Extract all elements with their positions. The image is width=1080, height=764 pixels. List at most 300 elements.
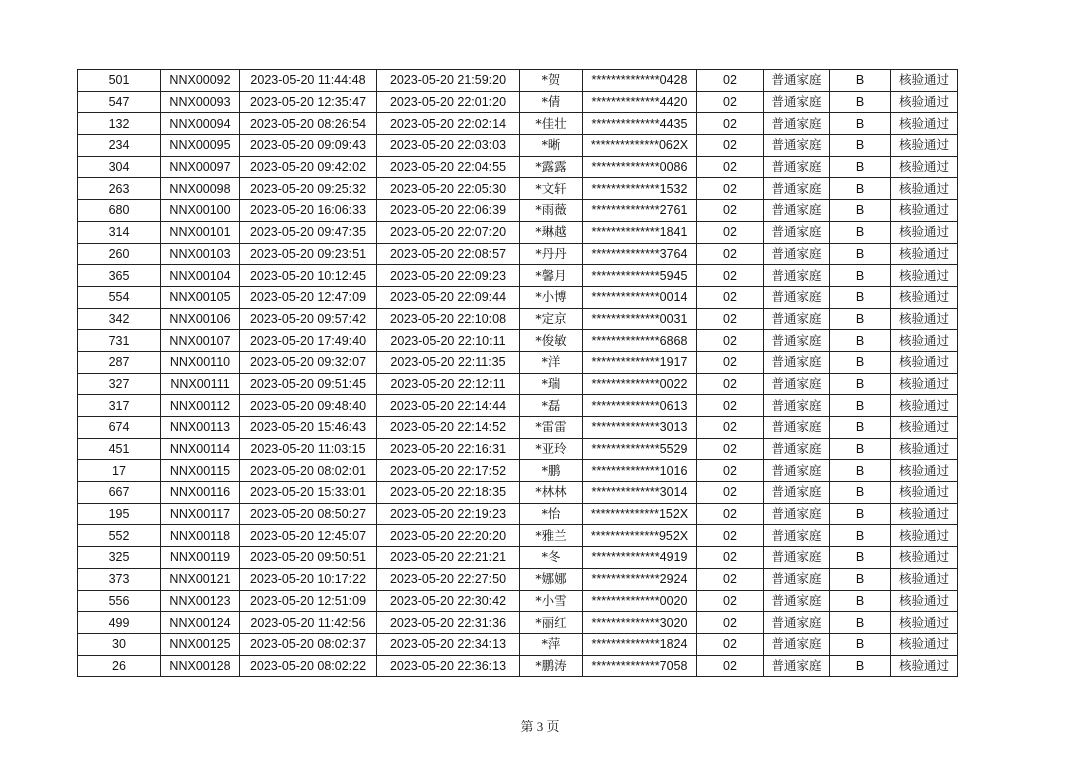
apply-time-cell: 2023-05-20 09:09:43 bbox=[240, 135, 377, 157]
record-code-cell: NNX00100 bbox=[161, 200, 240, 222]
id-number-cell: **************3020 bbox=[583, 612, 697, 634]
name-cell: *丽红 bbox=[520, 612, 583, 634]
name-cell: *雷雷 bbox=[520, 417, 583, 439]
grade-cell: B bbox=[830, 373, 891, 395]
apply-time-cell: 2023-05-20 12:45:07 bbox=[240, 525, 377, 547]
sequence-cell: 342 bbox=[78, 308, 161, 330]
apply-time-cell: 2023-05-20 10:17:22 bbox=[240, 568, 377, 590]
sequence-cell: 304 bbox=[78, 156, 161, 178]
verification-status-cell: 核验通过 bbox=[891, 612, 958, 634]
grade-cell: B bbox=[830, 482, 891, 504]
grade-cell: B bbox=[830, 330, 891, 352]
verification-status-cell: 核验通过 bbox=[891, 286, 958, 308]
verify-time-cell: 2023-05-20 22:08:57 bbox=[377, 243, 520, 265]
table-row bbox=[78, 482, 958, 504]
name-cell: *露露 bbox=[520, 156, 583, 178]
grade-cell: B bbox=[830, 438, 891, 460]
table-row bbox=[78, 265, 958, 287]
grade-cell: B bbox=[830, 265, 891, 287]
category-code-cell: 02 bbox=[697, 438, 764, 460]
household-type-cell: 普通家庭 bbox=[764, 308, 830, 330]
grade-cell: B bbox=[830, 612, 891, 634]
apply-time-cell: 2023-05-20 08:02:22 bbox=[240, 655, 377, 677]
grade-cell: B bbox=[830, 590, 891, 612]
record-code-cell: NNX00114 bbox=[161, 438, 240, 460]
verify-time-cell: 2023-05-20 22:10:08 bbox=[377, 308, 520, 330]
apply-time-cell: 2023-05-20 09:48:40 bbox=[240, 395, 377, 417]
category-code-cell: 02 bbox=[697, 308, 764, 330]
verification-status-cell: 核验通过 bbox=[891, 482, 958, 504]
household-type-cell: 普通家庭 bbox=[764, 243, 830, 265]
table-row bbox=[78, 243, 958, 265]
sequence-cell: 234 bbox=[78, 135, 161, 157]
sequence-cell: 499 bbox=[78, 612, 161, 634]
verification-status-cell: 核验通过 bbox=[891, 503, 958, 525]
table-row bbox=[78, 156, 958, 178]
household-type-cell: 普通家庭 bbox=[764, 612, 830, 634]
name-cell: *瑞 bbox=[520, 373, 583, 395]
table-row bbox=[78, 135, 958, 157]
household-type-cell: 普通家庭 bbox=[764, 417, 830, 439]
verification-status-cell: 核验通过 bbox=[891, 590, 958, 612]
record-code-cell: NNX00094 bbox=[161, 113, 240, 135]
grade-cell: B bbox=[830, 200, 891, 222]
household-type-cell: 普通家庭 bbox=[764, 633, 830, 655]
category-code-cell: 02 bbox=[697, 503, 764, 525]
id-number-cell: **************3014 bbox=[583, 482, 697, 504]
table-row bbox=[78, 460, 958, 482]
table-row bbox=[78, 525, 958, 547]
verify-time-cell: 2023-05-20 22:34:13 bbox=[377, 633, 520, 655]
verification-status-cell: 核验通过 bbox=[891, 525, 958, 547]
category-code-cell: 02 bbox=[697, 417, 764, 439]
id-number-cell: **************2924 bbox=[583, 568, 697, 590]
table-row bbox=[78, 438, 958, 460]
record-code-cell: NNX00113 bbox=[161, 417, 240, 439]
category-code-cell: 02 bbox=[697, 482, 764, 504]
grade-cell: B bbox=[830, 351, 891, 373]
sequence-cell: 547 bbox=[78, 91, 161, 113]
category-code-cell: 02 bbox=[697, 460, 764, 482]
apply-time-cell: 2023-05-20 08:02:01 bbox=[240, 460, 377, 482]
record-code-cell: NNX00123 bbox=[161, 590, 240, 612]
apply-time-cell: 2023-05-20 09:51:45 bbox=[240, 373, 377, 395]
record-code-cell: NNX00098 bbox=[161, 178, 240, 200]
table-row bbox=[78, 221, 958, 243]
sequence-cell: 451 bbox=[78, 438, 161, 460]
record-code-cell: NNX00101 bbox=[161, 221, 240, 243]
table-row bbox=[78, 308, 958, 330]
verify-time-cell: 2023-05-20 22:06:39 bbox=[377, 200, 520, 222]
verify-time-cell: 2023-05-20 22:17:52 bbox=[377, 460, 520, 482]
name-cell: *冬 bbox=[520, 547, 583, 569]
name-cell: *娜娜 bbox=[520, 568, 583, 590]
category-code-cell: 02 bbox=[697, 351, 764, 373]
category-code-cell: 02 bbox=[697, 156, 764, 178]
record-code-cell: NNX00106 bbox=[161, 308, 240, 330]
household-type-cell: 普通家庭 bbox=[764, 221, 830, 243]
sequence-cell: 287 bbox=[78, 351, 161, 373]
table-row bbox=[78, 200, 958, 222]
verification-status-cell: 核验通过 bbox=[891, 113, 958, 135]
household-type-cell: 普通家庭 bbox=[764, 265, 830, 287]
verification-status-cell: 核验通过 bbox=[891, 70, 958, 92]
apply-time-cell: 2023-05-20 12:35:47 bbox=[240, 91, 377, 113]
table-row bbox=[78, 70, 958, 92]
category-code-cell: 02 bbox=[697, 265, 764, 287]
household-type-cell: 普通家庭 bbox=[764, 655, 830, 677]
name-cell: *磊 bbox=[520, 395, 583, 417]
id-number-cell: **************3764 bbox=[583, 243, 697, 265]
apply-time-cell: 2023-05-20 11:42:56 bbox=[240, 612, 377, 634]
sequence-cell: 731 bbox=[78, 330, 161, 352]
apply-time-cell: 2023-05-20 16:06:33 bbox=[240, 200, 377, 222]
record-code-cell: NNX00104 bbox=[161, 265, 240, 287]
verify-time-cell: 2023-05-20 22:31:36 bbox=[377, 612, 520, 634]
record-code-cell: NNX00093 bbox=[161, 91, 240, 113]
verification-status-cell: 核验通过 bbox=[891, 243, 958, 265]
id-number-cell: **************5529 bbox=[583, 438, 697, 460]
household-type-cell: 普通家庭 bbox=[764, 70, 830, 92]
sequence-cell: 552 bbox=[78, 525, 161, 547]
record-code-cell: NNX00095 bbox=[161, 135, 240, 157]
grade-cell: B bbox=[830, 568, 891, 590]
apply-time-cell: 2023-05-20 12:47:09 bbox=[240, 286, 377, 308]
name-cell: *丹丹 bbox=[520, 243, 583, 265]
grade-cell: B bbox=[830, 503, 891, 525]
verify-time-cell: 2023-05-20 22:02:14 bbox=[377, 113, 520, 135]
name-cell: *雨薇 bbox=[520, 200, 583, 222]
id-number-cell: **************0428 bbox=[583, 70, 697, 92]
sequence-cell: 373 bbox=[78, 568, 161, 590]
category-code-cell: 02 bbox=[697, 590, 764, 612]
household-type-cell: 普通家庭 bbox=[764, 135, 830, 157]
table-row bbox=[78, 113, 958, 135]
category-code-cell: 02 bbox=[697, 200, 764, 222]
name-cell: *俊敏 bbox=[520, 330, 583, 352]
category-code-cell: 02 bbox=[697, 633, 764, 655]
verify-time-cell: 2023-05-20 22:14:52 bbox=[377, 417, 520, 439]
apply-time-cell: 2023-05-20 09:42:02 bbox=[240, 156, 377, 178]
sequence-cell: 263 bbox=[78, 178, 161, 200]
category-code-cell: 02 bbox=[697, 330, 764, 352]
record-code-cell: NNX00128 bbox=[161, 655, 240, 677]
apply-time-cell: 2023-05-20 08:50:27 bbox=[240, 503, 377, 525]
household-type-cell: 普通家庭 bbox=[764, 113, 830, 135]
records-table-body bbox=[78, 70, 958, 677]
name-cell: *小博 bbox=[520, 286, 583, 308]
verify-time-cell: 2023-05-20 22:05:30 bbox=[377, 178, 520, 200]
verify-time-cell: 2023-05-20 22:18:35 bbox=[377, 482, 520, 504]
sequence-cell: 556 bbox=[78, 590, 161, 612]
sequence-cell: 365 bbox=[78, 265, 161, 287]
apply-time-cell: 2023-05-20 09:50:51 bbox=[240, 547, 377, 569]
verification-status-cell: 核验通过 bbox=[891, 265, 958, 287]
category-code-cell: 02 bbox=[697, 178, 764, 200]
sequence-cell: 26 bbox=[78, 655, 161, 677]
verification-status-cell: 核验通过 bbox=[891, 460, 958, 482]
verification-status-cell: 核验通过 bbox=[891, 438, 958, 460]
verify-time-cell: 2023-05-20 21:59:20 bbox=[377, 70, 520, 92]
verification-status-cell: 核验通过 bbox=[891, 200, 958, 222]
name-cell: *鹏涛 bbox=[520, 655, 583, 677]
category-code-cell: 02 bbox=[697, 373, 764, 395]
grade-cell: B bbox=[830, 243, 891, 265]
verify-time-cell: 2023-05-20 22:16:31 bbox=[377, 438, 520, 460]
record-code-cell: NNX00119 bbox=[161, 547, 240, 569]
record-code-cell: NNX00121 bbox=[161, 568, 240, 590]
table-row bbox=[78, 91, 958, 113]
name-cell: *怡 bbox=[520, 503, 583, 525]
apply-time-cell: 2023-05-20 09:47:35 bbox=[240, 221, 377, 243]
table-row bbox=[78, 373, 958, 395]
sequence-cell: 554 bbox=[78, 286, 161, 308]
household-type-cell: 普通家庭 bbox=[764, 482, 830, 504]
grade-cell: B bbox=[830, 395, 891, 417]
record-code-cell: NNX00118 bbox=[161, 525, 240, 547]
record-code-cell: NNX00097 bbox=[161, 156, 240, 178]
record-code-cell: NNX00092 bbox=[161, 70, 240, 92]
apply-time-cell: 2023-05-20 09:23:51 bbox=[240, 243, 377, 265]
id-number-cell: **************0613 bbox=[583, 395, 697, 417]
household-type-cell: 普通家庭 bbox=[764, 178, 830, 200]
household-type-cell: 普通家庭 bbox=[764, 156, 830, 178]
sequence-cell: 501 bbox=[78, 70, 161, 92]
record-code-cell: NNX00105 bbox=[161, 286, 240, 308]
verify-time-cell: 2023-05-20 22:19:23 bbox=[377, 503, 520, 525]
table-row bbox=[78, 178, 958, 200]
verify-time-cell: 2023-05-20 22:36:13 bbox=[377, 655, 520, 677]
id-number-cell: **************1824 bbox=[583, 633, 697, 655]
record-code-cell: NNX00117 bbox=[161, 503, 240, 525]
category-code-cell: 02 bbox=[697, 113, 764, 135]
category-code-cell: 02 bbox=[697, 91, 764, 113]
record-code-cell: NNX00112 bbox=[161, 395, 240, 417]
verification-status-cell: 核验通过 bbox=[891, 395, 958, 417]
household-type-cell: 普通家庭 bbox=[764, 525, 830, 547]
id-number-cell: **************0086 bbox=[583, 156, 697, 178]
verify-time-cell: 2023-05-20 22:14:44 bbox=[377, 395, 520, 417]
grade-cell: B bbox=[830, 547, 891, 569]
record-code-cell: NNX00110 bbox=[161, 351, 240, 373]
record-code-cell: NNX00124 bbox=[161, 612, 240, 634]
grade-cell: B bbox=[830, 460, 891, 482]
verification-status-cell: 核验通过 bbox=[891, 633, 958, 655]
apply-time-cell: 2023-05-20 09:32:07 bbox=[240, 351, 377, 373]
id-number-cell: **************1016 bbox=[583, 460, 697, 482]
id-number-cell: **************6868 bbox=[583, 330, 697, 352]
verification-status-cell: 核验通过 bbox=[891, 91, 958, 113]
verification-status-cell: 核验通过 bbox=[891, 547, 958, 569]
household-type-cell: 普通家庭 bbox=[764, 590, 830, 612]
verify-time-cell: 2023-05-20 22:10:11 bbox=[377, 330, 520, 352]
id-number-cell: **************0022 bbox=[583, 373, 697, 395]
sequence-cell: 314 bbox=[78, 221, 161, 243]
sequence-cell: 30 bbox=[78, 633, 161, 655]
id-number-cell: **************0014 bbox=[583, 286, 697, 308]
grade-cell: B bbox=[830, 633, 891, 655]
apply-time-cell: 2023-05-20 09:57:42 bbox=[240, 308, 377, 330]
verification-status-cell: 核验通过 bbox=[891, 568, 958, 590]
grade-cell: B bbox=[830, 113, 891, 135]
grade-cell: B bbox=[830, 417, 891, 439]
grade-cell: B bbox=[830, 91, 891, 113]
sequence-cell: 325 bbox=[78, 547, 161, 569]
name-cell: *小雪 bbox=[520, 590, 583, 612]
grade-cell: B bbox=[830, 308, 891, 330]
grade-cell: B bbox=[830, 221, 891, 243]
id-number-cell: **************152X bbox=[583, 503, 697, 525]
name-cell: *萍 bbox=[520, 633, 583, 655]
verify-time-cell: 2023-05-20 22:03:03 bbox=[377, 135, 520, 157]
verification-status-cell: 核验通过 bbox=[891, 655, 958, 677]
id-number-cell: **************4435 bbox=[583, 113, 697, 135]
record-code-cell: NNX00125 bbox=[161, 633, 240, 655]
name-cell: *佳壮 bbox=[520, 113, 583, 135]
grade-cell: B bbox=[830, 286, 891, 308]
sequence-cell: 317 bbox=[78, 395, 161, 417]
category-code-cell: 02 bbox=[697, 525, 764, 547]
name-cell: *晰 bbox=[520, 135, 583, 157]
table-row bbox=[78, 547, 958, 569]
apply-time-cell: 2023-05-20 08:26:54 bbox=[240, 113, 377, 135]
grade-cell: B bbox=[830, 135, 891, 157]
table-row bbox=[78, 503, 958, 525]
verification-status-cell: 核验通过 bbox=[891, 373, 958, 395]
sequence-cell: 674 bbox=[78, 417, 161, 439]
category-code-cell: 02 bbox=[697, 568, 764, 590]
apply-time-cell: 2023-05-20 12:51:09 bbox=[240, 590, 377, 612]
verify-time-cell: 2023-05-20 22:07:20 bbox=[377, 221, 520, 243]
apply-time-cell: 2023-05-20 08:02:37 bbox=[240, 633, 377, 655]
category-code-cell: 02 bbox=[697, 612, 764, 634]
table-row bbox=[78, 417, 958, 439]
name-cell: *亚玲 bbox=[520, 438, 583, 460]
household-type-cell: 普通家庭 bbox=[764, 438, 830, 460]
household-type-cell: 普通家庭 bbox=[764, 286, 830, 308]
verify-time-cell: 2023-05-20 22:12:11 bbox=[377, 373, 520, 395]
id-number-cell: **************0031 bbox=[583, 308, 697, 330]
verify-time-cell: 2023-05-20 22:09:23 bbox=[377, 265, 520, 287]
name-cell: *贺 bbox=[520, 70, 583, 92]
id-number-cell: **************1841 bbox=[583, 221, 697, 243]
verify-time-cell: 2023-05-20 22:27:50 bbox=[377, 568, 520, 590]
apply-time-cell: 2023-05-20 09:25:32 bbox=[240, 178, 377, 200]
apply-time-cell: 2023-05-20 10:12:45 bbox=[240, 265, 377, 287]
record-code-cell: NNX00111 bbox=[161, 373, 240, 395]
name-cell: *鹏 bbox=[520, 460, 583, 482]
sequence-cell: 132 bbox=[78, 113, 161, 135]
records-table bbox=[77, 69, 958, 677]
id-number-cell: **************062X bbox=[583, 135, 697, 157]
id-number-cell: **************0020 bbox=[583, 590, 697, 612]
sequence-cell: 680 bbox=[78, 200, 161, 222]
table-row bbox=[78, 590, 958, 612]
name-cell: *馨月 bbox=[520, 265, 583, 287]
id-number-cell: **************7058 bbox=[583, 655, 697, 677]
household-type-cell: 普通家庭 bbox=[764, 330, 830, 352]
category-code-cell: 02 bbox=[697, 547, 764, 569]
grade-cell: B bbox=[830, 70, 891, 92]
grade-cell: B bbox=[830, 178, 891, 200]
category-code-cell: 02 bbox=[697, 243, 764, 265]
id-number-cell: **************4919 bbox=[583, 547, 697, 569]
household-type-cell: 普通家庭 bbox=[764, 200, 830, 222]
table-row bbox=[78, 612, 958, 634]
record-code-cell: NNX00115 bbox=[161, 460, 240, 482]
grade-cell: B bbox=[830, 156, 891, 178]
id-number-cell: **************1532 bbox=[583, 178, 697, 200]
grade-cell: B bbox=[830, 655, 891, 677]
id-number-cell: **************952X bbox=[583, 525, 697, 547]
household-type-cell: 普通家庭 bbox=[764, 373, 830, 395]
table-row bbox=[78, 633, 958, 655]
household-type-cell: 普通家庭 bbox=[764, 547, 830, 569]
sequence-cell: 327 bbox=[78, 373, 161, 395]
household-type-cell: 普通家庭 bbox=[764, 395, 830, 417]
household-type-cell: 普通家庭 bbox=[764, 91, 830, 113]
category-code-cell: 02 bbox=[697, 655, 764, 677]
verification-status-cell: 核验通过 bbox=[891, 135, 958, 157]
household-type-cell: 普通家庭 bbox=[764, 503, 830, 525]
verify-time-cell: 2023-05-20 22:21:21 bbox=[377, 547, 520, 569]
category-code-cell: 02 bbox=[697, 286, 764, 308]
verification-status-cell: 核验通过 bbox=[891, 156, 958, 178]
apply-time-cell: 2023-05-20 11:03:15 bbox=[240, 438, 377, 460]
apply-time-cell: 2023-05-20 15:46:43 bbox=[240, 417, 377, 439]
table-row bbox=[78, 330, 958, 352]
record-code-cell: NNX00116 bbox=[161, 482, 240, 504]
category-code-cell: 02 bbox=[697, 395, 764, 417]
sequence-cell: 260 bbox=[78, 243, 161, 265]
record-code-cell: NNX00107 bbox=[161, 330, 240, 352]
verify-time-cell: 2023-05-20 22:01:20 bbox=[377, 91, 520, 113]
verification-status-cell: 核验通过 bbox=[891, 178, 958, 200]
apply-time-cell: 2023-05-20 15:33:01 bbox=[240, 482, 377, 504]
sequence-cell: 195 bbox=[78, 503, 161, 525]
verify-time-cell: 2023-05-20 22:30:42 bbox=[377, 590, 520, 612]
table-row bbox=[78, 568, 958, 590]
sequence-cell: 667 bbox=[78, 482, 161, 504]
verify-time-cell: 2023-05-20 22:09:44 bbox=[377, 286, 520, 308]
sequence-cell: 17 bbox=[78, 460, 161, 482]
verify-time-cell: 2023-05-20 22:04:55 bbox=[377, 156, 520, 178]
record-code-cell: NNX00103 bbox=[161, 243, 240, 265]
apply-time-cell: 2023-05-20 17:49:40 bbox=[240, 330, 377, 352]
verification-status-cell: 核验通过 bbox=[891, 308, 958, 330]
verify-time-cell: 2023-05-20 22:20:20 bbox=[377, 525, 520, 547]
id-number-cell: **************5945 bbox=[583, 265, 697, 287]
id-number-cell: **************2761 bbox=[583, 200, 697, 222]
grade-cell: B bbox=[830, 525, 891, 547]
category-code-cell: 02 bbox=[697, 70, 764, 92]
table-row bbox=[78, 655, 958, 677]
name-cell: *文轩 bbox=[520, 178, 583, 200]
category-code-cell: 02 bbox=[697, 135, 764, 157]
name-cell: *林林 bbox=[520, 482, 583, 504]
table-row bbox=[78, 351, 958, 373]
verification-status-cell: 核验通过 bbox=[891, 221, 958, 243]
id-number-cell: **************4420 bbox=[583, 91, 697, 113]
verification-status-cell: 核验通过 bbox=[891, 351, 958, 373]
verification-status-cell: 核验通过 bbox=[891, 330, 958, 352]
verify-time-cell: 2023-05-20 22:11:35 bbox=[377, 351, 520, 373]
verification-status-cell: 核验通过 bbox=[891, 417, 958, 439]
table-row bbox=[78, 395, 958, 417]
household-type-cell: 普通家庭 bbox=[764, 351, 830, 373]
name-cell: *洋 bbox=[520, 351, 583, 373]
household-type-cell: 普通家庭 bbox=[764, 568, 830, 590]
